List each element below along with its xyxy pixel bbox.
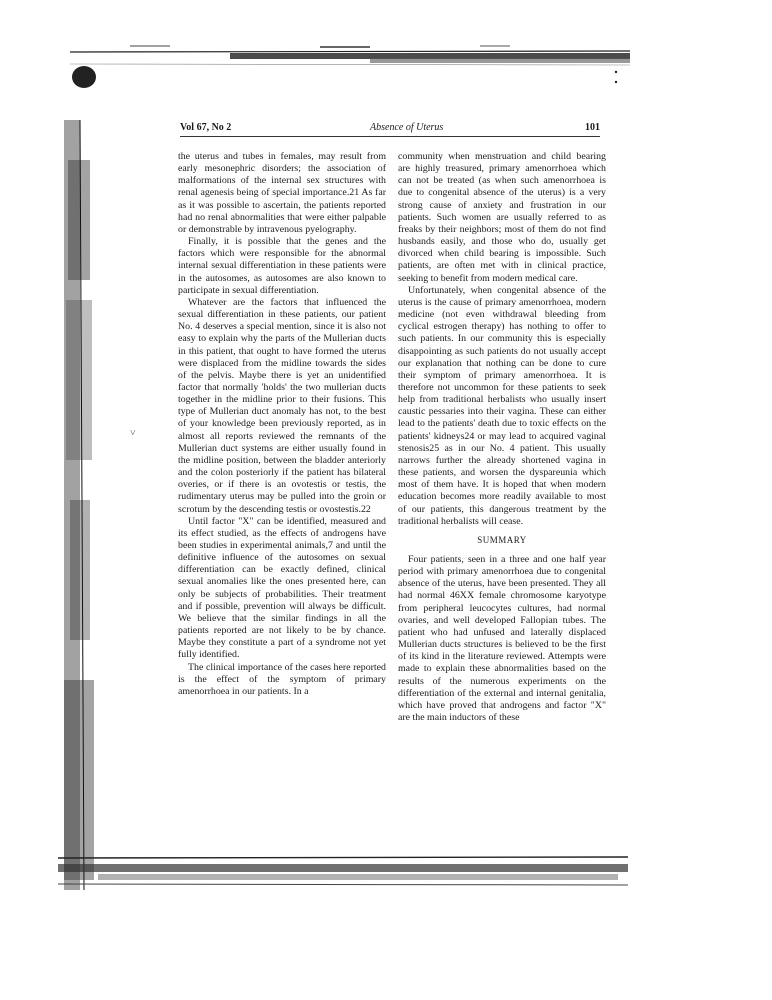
scan-artifact-left-edge bbox=[58, 120, 106, 890]
paragraph: Four patients, seen in a three and one half year period with primary amenorrhoea due to congenital absence of the uterus, have been presented. They all had normal 46XX female chromosome karyotype from peripheral leucocytes cultures, had normal ovaries, and well developed Fallopian tubes. The patient who had unfused and laterally displaced Mullerian ducts structures is believed to be the first of its kind in the literature reviewed. Attempts were made to explain these abnormalities based on the results of the numerous experiments on the differentiation of the external and internal genitalia, which have proved that androgens and factor "X" are the main inductors of these bbox=[398, 554, 606, 724]
paragraph: community when menstruation and child bearing are highly treasured, primary amenorrhoea which can not be treated (as when such amenorrhoea is due to congenital absence of the uterus) is a very strong cause of anxiety and frustration in our patients. Such women are usually referred to as freaks by their neighbors; most of them do not find husbands easily, and those who do, usually get divorced when child bearing is impossible. Such patients, are often met with in clinical practice, seeking to benefit from modern medical care. bbox=[398, 151, 606, 284]
paragraph: Whatever are the factors that influenced the sexual differentiation in these patients, our patient No. 4 deserves a special mention, since it is also not easy to explain why the parts of the Mullerian ducts in this patient, that ought to have formed the uterus were displaced from the midline towards the sides of the pelvis. Maybe there is yet an unidentified factor that normally 'holds' the two mullerian ducts together in the midline prior to their fusions. This type of Mullerian duct anomaly has not, to the best of your knowledge been previously reported, as in almost all reports reviewed the remnants of the Mullerian duct systems are either usually found in the midline position, between the bladder anteriorly and the colon posteriorly if the patient has bilateral overies, or if there is an ovotestis or testis, the rudimentary uterus may be pulled into the groin or scrotum by the descending testis or ovostestis.22 bbox=[178, 296, 386, 515]
paragraph: the uterus and tubes in females, may result from early mesonephric disorders; the association of malformations of the internal sex structures with renal agenesis being of special importance.21 As far as it was possible to ascertain, the patients reported had no renal abnormalities that were either palpable or demonstrable by intravenous pyelography. bbox=[178, 151, 386, 235]
journal-volume: Vol 67, No 2 bbox=[180, 122, 232, 133]
scan-mark: ˅ bbox=[130, 428, 136, 439]
paragraph: The clinical importance of the cases here reported is the effect of the symptom of primary amenorrhoea in our patients. In a bbox=[178, 661, 386, 697]
left-column bbox=[178, 151, 386, 698]
paragraph: Until factor "X" can be identified, measured and its effect studied, as the effects of androgens have been studies in experimental animals,7 and until the definitive influence of the autosomes on sexual differentiation can be exactly defined, clinical sexual anomalies like the ones presented here, can only be subjects of probabilities. Their treatment and if possible, prevention will always be difficult. We believe that the similar findings in all the patients reported are not likely to be by chance. Maybe they constitute a part of a syndrome not yet fully identified. bbox=[178, 515, 386, 661]
scan-artifact-top bbox=[70, 44, 630, 68]
page-number: 101 bbox=[585, 122, 600, 133]
running-head bbox=[180, 122, 600, 137]
scan-artifact-bottom bbox=[58, 852, 628, 890]
summary-heading: SUMMARY bbox=[477, 534, 527, 545]
paragraph: Finally, it is possible that the genes and the factors which were responsible for the abnormal internal sexual differentiation in these patients were in the autosomes, as autosomes are also known to participate in sexual differentiation. bbox=[178, 236, 386, 296]
paragraph: Unfortunately, when congenital absence of the uterus is the cause of primary amenorrhoea, modern medicine (not even withdrawal bleeding from cyclical estrogen therapy) has nothing to offer to such patients. In our community this is especially disappointing as such patients do not usually accept our explanation that nothing can be done to cure their symptom of primary amenorrhoea. It is therefore not uncommon for these patients to seek help from traditional herbalists who usually insert caustic pessaries into their vagina. These can either lead to the patients' death due to toxic effects on the patients' kidneys24 or may lead to acquired vaginal stenosis25 as in our No. 4 patient. This usually narrows further the already shortened vagina in these patients, and worsen the dyspareunia which most of them have. It is hoped that when modern education becomes more readily available to most of our patients, this dangerous treatment by the traditional herbalists will cease. bbox=[398, 284, 606, 527]
publisher-logo-icon bbox=[72, 66, 96, 88]
right-column bbox=[398, 151, 606, 724]
article-short-title: Absence of Uterus bbox=[370, 122, 444, 133]
scan-dots bbox=[614, 70, 618, 86]
